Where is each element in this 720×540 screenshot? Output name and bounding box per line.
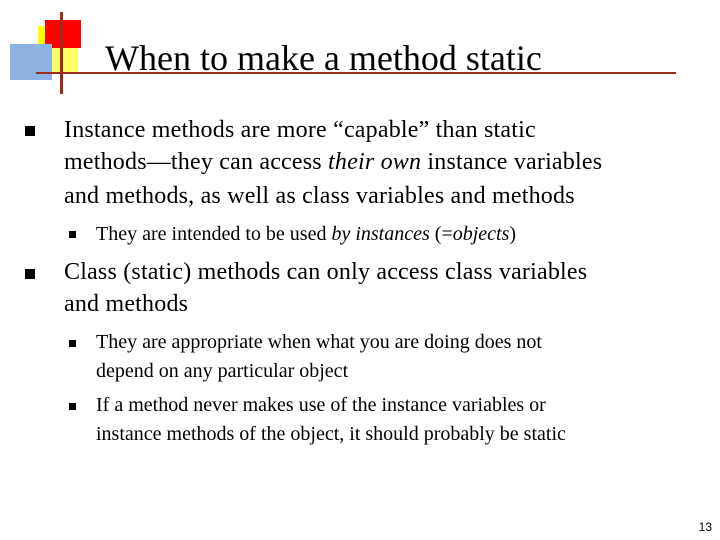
sub-bullet-square-icon	[69, 340, 76, 347]
bullet-2-sub-2-line-2: instance methods of the object, it should probably be static	[96, 423, 566, 445]
logo-vertical-rule	[60, 12, 63, 94]
bullet-square-icon	[25, 269, 35, 279]
bullet-1-line-2: methods—they can access their own instance variables	[64, 149, 603, 175]
bullet-2-line-2: and methods	[64, 291, 189, 317]
bullet-2-sub-1-line-1: They are appropriate when what you are doing does not	[96, 331, 542, 353]
bullet-2-sub-2-line-1: If a method never makes use of the instance variables or	[96, 394, 546, 416]
logo-light-yellow-square	[52, 48, 78, 74]
logo-blue-square	[10, 44, 52, 80]
bullet-square-icon	[25, 126, 35, 136]
bullet-2-sub-1-line-2: depend on any particular object	[96, 360, 349, 382]
bullet-1-line-1: Instance methods are more “capable” than static	[64, 117, 536, 143]
bullet-2-line-1: Class (static) methods can only access class variables	[64, 259, 588, 285]
slide-title: When to make a method static	[105, 38, 542, 78]
slide-number: 13	[698, 520, 712, 534]
bullet-1-line-3: and methods, as well as class variables and methods	[64, 183, 575, 209]
sub-bullet-square-icon	[69, 231, 76, 238]
bullet-1-sub-1: They are intended to be used by instances (=objects)	[96, 223, 517, 245]
sub-bullet-square-icon	[69, 403, 76, 410]
